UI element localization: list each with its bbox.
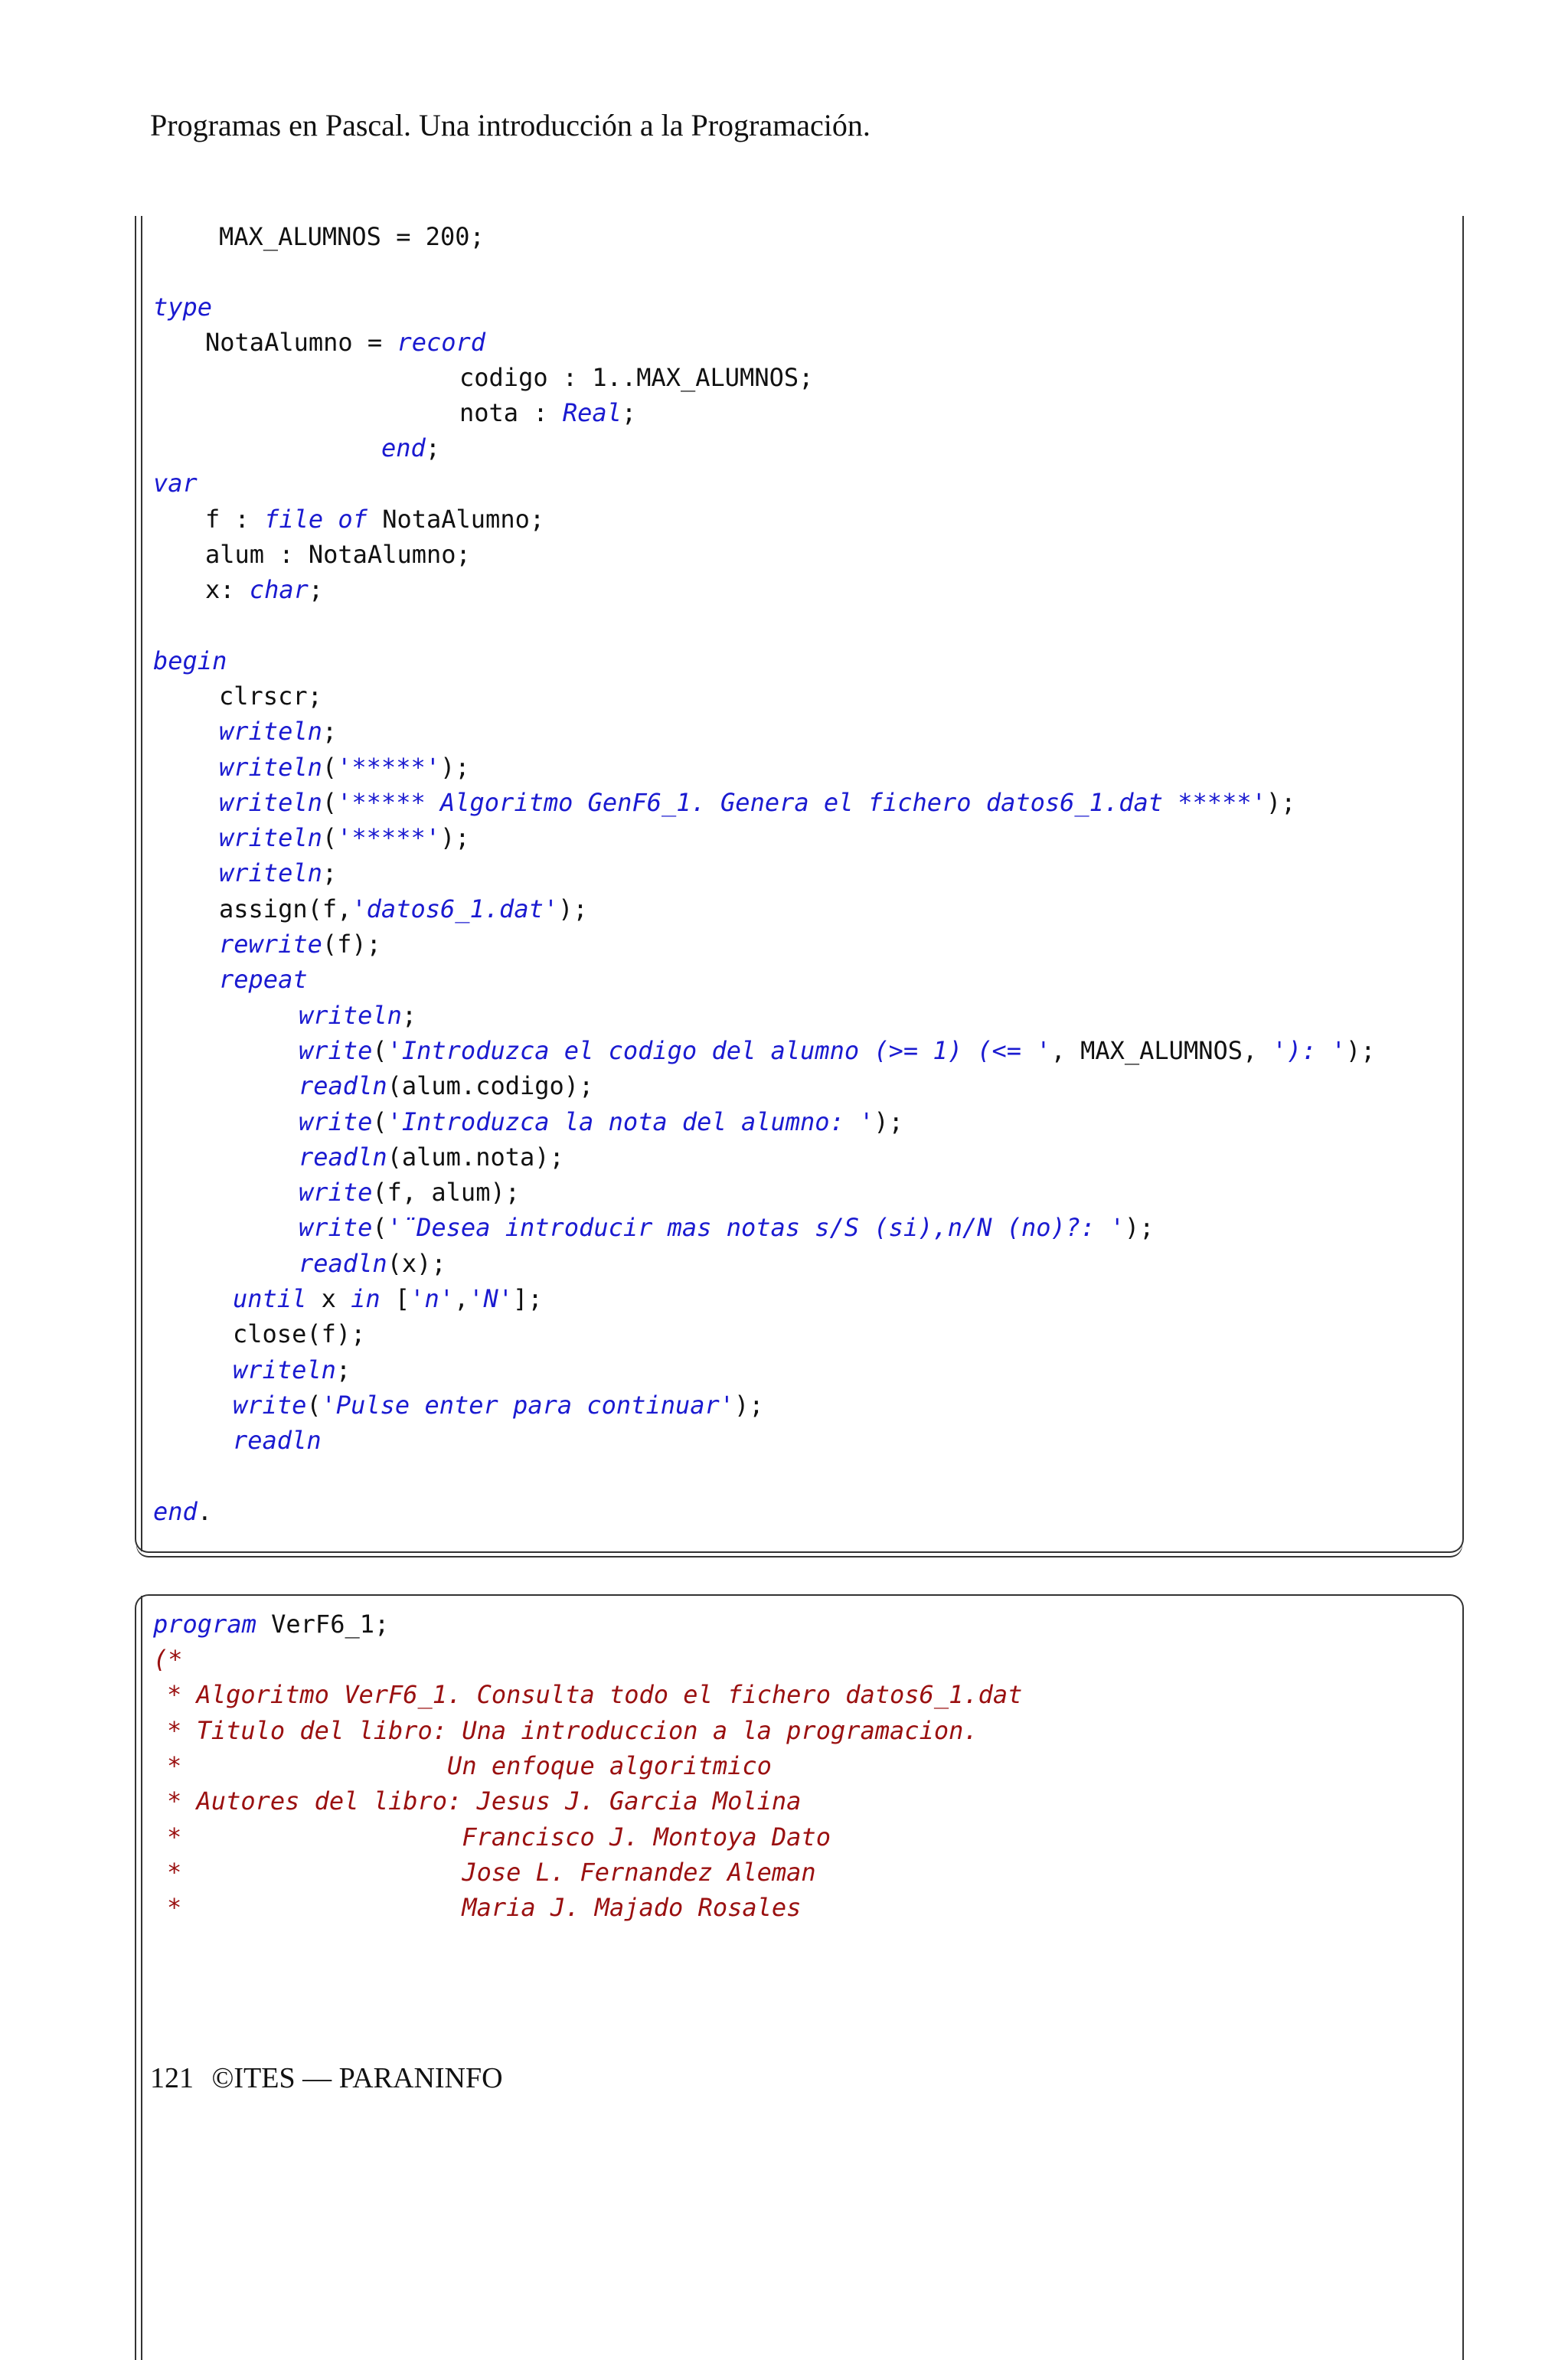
code-line bbox=[299, 1068, 593, 1103]
code-text: nota : bbox=[459, 398, 563, 427]
code-keyword: writeln bbox=[233, 1355, 336, 1384]
code-text: clrscr; bbox=[219, 682, 322, 711]
code-text: ( bbox=[306, 1391, 322, 1420]
code-text: ( bbox=[372, 1036, 387, 1065]
page-footer bbox=[150, 2061, 514, 2095]
code-text: ); bbox=[558, 894, 588, 923]
code-text: ( bbox=[372, 1213, 387, 1242]
code-keyword: Real bbox=[562, 398, 622, 427]
code-keyword: begin bbox=[153, 646, 227, 675]
code-line bbox=[233, 1316, 365, 1352]
code-keyword: end bbox=[153, 1497, 198, 1526]
code-keyword: writeln bbox=[219, 753, 322, 782]
code-text: (x); bbox=[387, 1249, 446, 1278]
code-line bbox=[299, 1104, 903, 1139]
code-line bbox=[219, 750, 470, 785]
code-text: [ bbox=[380, 1284, 410, 1313]
code-text: ); bbox=[1124, 1213, 1155, 1242]
code-text: ( bbox=[322, 753, 338, 782]
code-line bbox=[153, 466, 198, 501]
code-text: ( bbox=[372, 1107, 387, 1136]
code-line bbox=[219, 927, 381, 962]
code-line bbox=[153, 1642, 183, 1677]
code-line bbox=[167, 1890, 801, 1925]
code-line bbox=[299, 1175, 520, 1210]
code-keyword: writeln bbox=[219, 717, 322, 746]
code-keyword: writeln bbox=[219, 858, 322, 887]
code-keyword: repeat bbox=[219, 965, 308, 994]
code-text: ( bbox=[322, 823, 338, 852]
code-text: alum : NotaAlumno; bbox=[205, 540, 471, 569]
code-text: ; bbox=[322, 717, 338, 746]
code-keyword: write bbox=[299, 1178, 373, 1207]
code-string: '¨Desea introducir mas notas s/S (si),n/N (no)?: ' bbox=[387, 1213, 1125, 1242]
code-text: ; bbox=[621, 398, 637, 427]
code-line bbox=[167, 1819, 831, 1855]
code-text: (f); bbox=[322, 930, 381, 959]
code-keyword: readln bbox=[299, 1249, 387, 1278]
code-text: (alum.codigo); bbox=[387, 1071, 594, 1100]
code-comment: * Francisco J. Montoya Dato bbox=[167, 1822, 831, 1852]
code-string: '*****' bbox=[337, 753, 440, 782]
code-line bbox=[219, 678, 322, 714]
code-keyword: record bbox=[397, 328, 486, 357]
code-text: ; bbox=[335, 1355, 351, 1384]
code-string: '*****' bbox=[337, 823, 440, 852]
code-string: '): ' bbox=[1272, 1036, 1346, 1065]
code-line bbox=[219, 891, 588, 927]
code-line bbox=[299, 1139, 564, 1175]
code-line bbox=[205, 502, 544, 537]
code-comment: * Titulo del libro: Una introduccion a la programacion. bbox=[167, 1716, 978, 1745]
code-keyword: program bbox=[153, 1610, 256, 1639]
code-text: , MAX_ALUMNOS, bbox=[1050, 1036, 1272, 1065]
code-text: ; bbox=[322, 858, 338, 887]
code-text: , bbox=[453, 1284, 469, 1313]
code-text: ); bbox=[734, 1391, 764, 1420]
code-line bbox=[299, 1033, 1375, 1068]
code-string: 'n' bbox=[410, 1284, 454, 1313]
code-keyword: end bbox=[381, 433, 426, 463]
code-text: ); bbox=[439, 753, 470, 782]
code-text: f : bbox=[205, 505, 265, 534]
code-string: 'Introduzca la nota del alumno: ' bbox=[387, 1107, 874, 1136]
code-line bbox=[219, 962, 308, 997]
code-text: ( bbox=[322, 788, 338, 817]
page-number: 121 bbox=[150, 2062, 194, 2094]
code-comment: * Maria J. Majado Rosales bbox=[167, 1893, 802, 1922]
code-line bbox=[219, 855, 337, 891]
code-text: ); bbox=[874, 1107, 903, 1136]
code-line bbox=[299, 1210, 1154, 1245]
code-text: ]; bbox=[513, 1284, 543, 1313]
code-line bbox=[233, 1352, 351, 1388]
code-line bbox=[219, 820, 470, 855]
code-text: assign(f, bbox=[219, 894, 352, 923]
code-text: VerF6_1; bbox=[256, 1610, 390, 1639]
code-comment: * Autores del libro: Jesus J. Garcia Molina bbox=[167, 1786, 802, 1816]
code-line bbox=[233, 1423, 322, 1458]
code-string: '***** Algoritmo GenF6_1. Genera el fichero datos6_1.dat *****' bbox=[337, 788, 1266, 817]
code-line bbox=[167, 1783, 801, 1819]
code-text: ; bbox=[425, 433, 441, 463]
code-line bbox=[167, 1855, 816, 1890]
code-line bbox=[299, 1246, 446, 1281]
code-text: NotaAlumno; bbox=[367, 505, 545, 534]
code-string: 'Pulse enter para continuar' bbox=[321, 1391, 735, 1420]
code-text: ; bbox=[308, 575, 324, 604]
code-line bbox=[233, 1281, 543, 1316]
code-keyword: write bbox=[233, 1391, 307, 1420]
code-keyword: until bbox=[233, 1284, 307, 1313]
code-text: codigo : 1..MAX_ALUMNOS; bbox=[459, 363, 814, 392]
code-comment: (* bbox=[153, 1645, 183, 1674]
code-comment: * Un enfoque algoritmico bbox=[167, 1751, 772, 1780]
code-line bbox=[205, 572, 323, 607]
code-keyword: file of bbox=[264, 505, 368, 534]
code-text: MAX_ALUMNOS = 200; bbox=[219, 222, 485, 251]
code-line bbox=[153, 643, 227, 678]
code-line bbox=[167, 1713, 978, 1748]
code-text: NotaAlumno = bbox=[205, 328, 397, 357]
page-header: Programas en Pascal. Una introducción a la Programación. bbox=[150, 108, 871, 142]
code-string: 'datos6_1.dat' bbox=[351, 894, 559, 923]
code-line bbox=[153, 1494, 212, 1529]
code-line bbox=[205, 325, 485, 360]
code-line bbox=[167, 1677, 1022, 1712]
code-text: x: bbox=[205, 575, 250, 604]
code-line bbox=[219, 785, 1295, 820]
code-text: ; bbox=[401, 1001, 417, 1030]
code-block-1 bbox=[135, 216, 1464, 1553]
code-line bbox=[381, 430, 440, 466]
code-text: ); bbox=[439, 823, 470, 852]
code-keyword: readln bbox=[299, 1071, 387, 1100]
code-keyword: in bbox=[351, 1284, 381, 1313]
code-line bbox=[153, 1607, 389, 1642]
code-line bbox=[153, 289, 212, 325]
code-keyword: var bbox=[153, 469, 198, 498]
code-string: 'N' bbox=[469, 1284, 514, 1313]
code-line bbox=[219, 714, 337, 749]
code-keyword: readln bbox=[299, 1142, 387, 1172]
code-keyword: readln bbox=[233, 1426, 322, 1455]
copyright-notice: ©ITES — PARANINFO bbox=[211, 2062, 503, 2094]
code-string: 'Introduzca el codigo del alumno (>= 1) (<= ' bbox=[387, 1036, 1051, 1065]
code-comment: * Jose L. Fernandez Aleman bbox=[167, 1858, 816, 1887]
code-line bbox=[459, 360, 813, 395]
code-keyword: write bbox=[299, 1036, 373, 1065]
code-keyword: write bbox=[299, 1213, 373, 1242]
code-comment: * Algoritmo VerF6_1. Consulta todo el fichero datos6_1.dat bbox=[167, 1680, 1023, 1709]
code-text: x bbox=[306, 1284, 351, 1313]
code-text: (alum.nota); bbox=[387, 1142, 564, 1172]
code-text: ); bbox=[1266, 788, 1296, 817]
code-keyword: write bbox=[299, 1107, 373, 1136]
code-line bbox=[459, 395, 636, 430]
code-keyword: type bbox=[153, 293, 213, 322]
code-keyword: char bbox=[249, 575, 309, 604]
code-text: close(f); bbox=[233, 1319, 366, 1348]
code-keyword: writeln bbox=[299, 1001, 402, 1030]
code-text: . bbox=[197, 1497, 213, 1526]
code-text: (f, alum); bbox=[372, 1178, 520, 1207]
code-line bbox=[167, 1748, 772, 1783]
code-line bbox=[205, 537, 471, 572]
code-line bbox=[233, 1388, 764, 1423]
code-keyword: rewrite bbox=[219, 930, 322, 959]
code-keyword: writeln bbox=[219, 823, 322, 852]
code-block-2 bbox=[135, 1594, 1464, 2360]
code-line bbox=[299, 998, 416, 1033]
code-keyword: writeln bbox=[219, 788, 322, 817]
code-line bbox=[219, 219, 485, 254]
code-text: ); bbox=[1345, 1036, 1376, 1065]
